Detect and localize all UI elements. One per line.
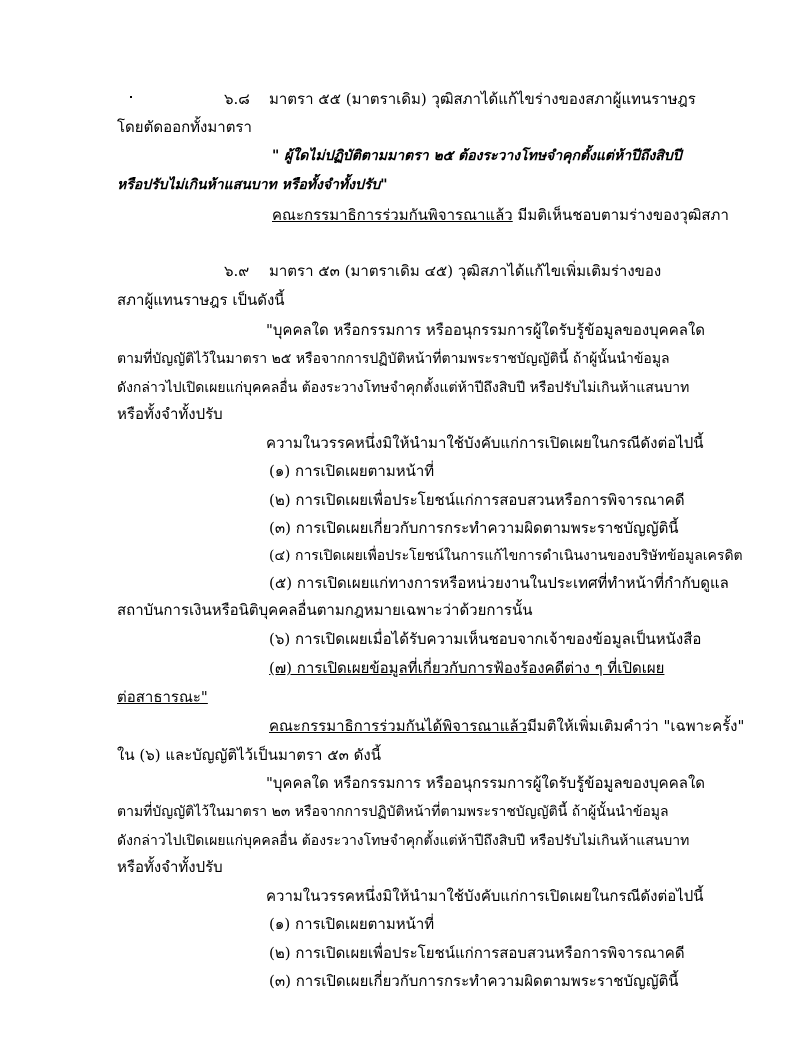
exceptions-intro: ความในวรรคหนึ่งมิให้นำมาใช้บังคับแก่การเปิดเผยในกรณีดังต่อไปนี้ [266, 887, 704, 905]
section-6-8-heading: มาตรา ๕๕ (มาตราเดิม) วุฒิสภาได้แก้ไขร่างของสภาผู้แทนราษฎร [269, 90, 696, 108]
section-6-9-number: ๖.๙ [224, 262, 250, 280]
exception-item: (๔) การเปิดเผยเพื่อประโยชน์ในการแก้ไขการดำเนินงานของบริษัทข้อมูลเครดิต [269, 548, 743, 564]
exceptions-intro: ความในวรรคหนึ่งมิให้นำมาใช้บังคับแก่การเปิดเผยในกรณีดังต่อไปนี้ [266, 434, 704, 452]
committee-opinion: มีมติให้เพิ่มเติมคำว่า "เฉพาะครั้ง" [527, 717, 745, 735]
exception-item-added: (๗) การเปิดเผยข้อมูลที่เกี่ยวกับการฟ้องร้องคดีต่าง ๆ ที่เปิดเผย [269, 659, 665, 677]
section-6-8-continuation: โดยตัดออกทั้งมาตรา [117, 118, 252, 136]
committee-note-6-9-line-2: ใน (๖) และบัญญัติไว้เป็นมาตรา ๕๓ ดังนี้ [117, 746, 381, 764]
section-6-9-continuation: สภาผู้แทนราษฎร เป็นดังนี้ [117, 291, 285, 309]
committee-label: คณะกรรมาธิการร่วมกันได้พิจารณาแล้ว [269, 717, 527, 735]
committee-label: คณะกรรมาธิการร่วมกันพิจารณาแล้ว [272, 206, 513, 224]
exception-item-continuation: สถาบันการเงินหรือนิติบุคคลอื่นตามกฎหมายเฉพาะว่าด้วยการนั้น [117, 601, 533, 619]
section-6-8-number: ๖.๘ [224, 90, 250, 108]
senate-draft-paragraph-line: ดังกล่าวไปเปิดเผยแก่บุคคลอื่น ต้องระวางโทษจำคุกตั้งแต่ห้าปีถึงสิบปี หรือปรับไม่เกินห้าแสนบาท [117, 380, 690, 396]
committee-opinion: มีมติเห็นชอบตามร่างของวุฒิสภา [512, 206, 729, 224]
committee-note-6-9 [269, 716, 744, 736]
senate-draft-paragraph-line: หรือทั้งจำทั้งปรับ [117, 405, 223, 423]
final-draft-paragraph-line: หรือทั้งจำทั้งปรับ [117, 858, 223, 876]
exception-item: (๑) การเปิดเผยตามหน้าที่ [269, 915, 435, 933]
senate-draft-paragraph-line: "บุคคลใด หรือกรรมการ หรืออนุกรรมการผู้ใดรับรู้ข้อมูลของบุคคลใด [266, 321, 706, 339]
final-draft-paragraph-line: ดังกล่าวไปเปิดเผยแก่บุคคลอื่น ต้องระวางโทษจำคุกตั้งแต่ห้าปีถึงสิบปี หรือปรับไม่เกินห้าแสนบาท [117, 833, 690, 849]
scan-speck [130, 96, 132, 98]
exception-item: (๑) การเปิดเผยตามหน้าที่ [269, 462, 435, 480]
final-draft-paragraph-line: ตามที่บัญญัติไว้ในมาตรา ๒๓ หรือจากการปฏิบัติหน้าที่ตามพระราชบัญญัตินี้ ถ้าผู้นั้นนำข้อมูล [117, 804, 669, 820]
final-draft-paragraph-line: "บุคคลใด หรือกรรมการ หรืออนุกรรมการผู้ใดรับรู้ข้อมูลของบุคคลใด [266, 774, 706, 792]
repealed-quote-line-2: หรือปรับไม่เกินห้าแสนบาท หรือทั้งจำทั้งปรับ" [117, 177, 388, 193]
exception-item: (๖) การเปิดเผยเมื่อได้รับความเห็นชอบจากเจ้าของข้อมูลเป็นหนังสือ [269, 630, 702, 648]
exception-item-added-continuation: ต่อสาธารณะ" [117, 688, 208, 706]
exception-item: (๕) การเปิดเผยแก่ทางการหรือหน่วยงานในประเทศที่ทำหน้าที่กำกับดูแล [269, 574, 729, 592]
exception-item: (๒) การเปิดเผยเพื่อประโยชน์แก่การสอบสวนหรือการพิจารณาคดี [269, 944, 685, 962]
senate-draft-paragraph-line: ตามที่บัญญัติไว้ในมาตรา ๒๕ หรือจากการปฏิบัติหน้าที่ตามพระราชบัญญัตินี้ ถ้าผู้นั้นนำข้อมูล [117, 351, 670, 367]
exception-item: (๓) การเปิดเผยเกี่ยวกับการกระทำความผิดตามพระราชบัญญัตินี้ [269, 519, 679, 537]
exception-item: (๒) การเปิดเผยเพื่อประโยชน์แก่การสอบสวนหรือการพิจารณาคดี [269, 491, 685, 509]
section-6-9-heading: มาตรา ๕๓ (มาตราเดิม ๔๕) วุฒิสภาได้แก้ไขเพิ่มเติมร่างของ [269, 262, 662, 280]
committee-note-6-8 [272, 205, 729, 225]
repealed-quote-line-1: " ผู้ใดไม่ปฏิบัติตามมาตรา ๒๕ ต้องระวางโทษจำคุกตั้งแต่ห้าปีถึงสิบปี [272, 148, 682, 164]
exception-item: (๓) การเปิดเผยเกี่ยวกับการกระทำความผิดตามพระราชบัญญัตินี้ [269, 972, 679, 990]
